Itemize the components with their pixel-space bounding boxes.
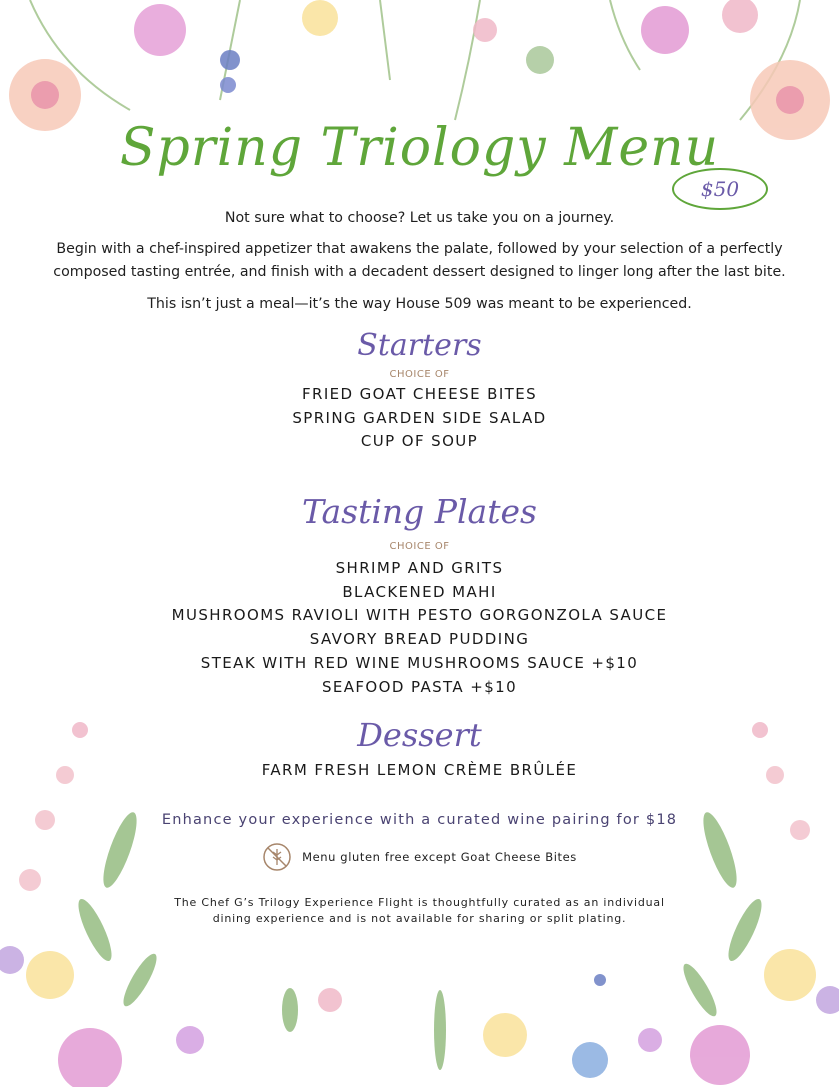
list-item: SAVORY BREAD PUDDING	[309, 630, 530, 649]
list-item: MUSHROOMS RAVIOLI WITH PESTO GORGONZOLA SAUCE	[171, 606, 668, 625]
intro-line-3: This isn’t just a meal—it’s the way House 509 was meant to be experienced.	[147, 296, 692, 312]
starters-choice-label: CHOICE OF	[389, 369, 450, 380]
tasting-title: Tasting Plates	[302, 492, 537, 531]
list-item: CUP OF SOUP	[360, 432, 479, 451]
list-item: SEAFOOD PASTA +$10	[321, 677, 518, 696]
list-item: SPRING GARDEN SIDE SALAD	[292, 408, 547, 427]
intro-line-1: Not sure what to choose? Let us take you on a journey.	[224, 210, 615, 226]
list-item: BLACKENED MAHI	[342, 582, 497, 601]
tasting-list	[0, 557, 839, 699]
price-badge: $50	[672, 168, 768, 210]
flight-note-line-1: The Chef G’s Trilogy Experience Flight is thoughtfully curated as an individual	[174, 896, 665, 909]
dessert-title: Dessert	[357, 716, 482, 754]
list-item: SHRIMP AND GRITS	[335, 559, 504, 577]
list-item: STEAK WITH RED WINE MUSHROOMS SAUCE +$10	[200, 653, 639, 672]
flight-note-line-2: dining experience and is not available for sharing or split plating.	[212, 912, 627, 925]
tasting-choice-label: CHOICE OF	[389, 541, 450, 552]
intro-line-2b: composed tasting entrée, and finish with a decadent dessert designed to linger long after the last bite.	[53, 264, 786, 280]
menu-title: Spring Triology Menu	[119, 118, 720, 178]
intro-line-2a: Begin with a chef-inspired appetizer that awakens the palate, followed by your selection of a perfectly	[56, 241, 783, 257]
gluten-free-row	[0, 842, 839, 872]
list-item: FRIED GOAT CHEESE BITES	[301, 385, 537, 403]
gluten-free-note: Menu gluten free except Goat Cheese Bites	[302, 850, 577, 864]
no-gluten-icon	[262, 842, 292, 872]
starters-title: Starters	[357, 328, 482, 363]
list-item: FARM FRESH LEMON CRÈME BRÛLÉE	[261, 761, 578, 779]
starters-list	[0, 383, 839, 454]
wine-pairing-note: Enhance your experience with a curated wine pairing for $18	[161, 812, 678, 828]
dessert-list	[0, 759, 839, 783]
